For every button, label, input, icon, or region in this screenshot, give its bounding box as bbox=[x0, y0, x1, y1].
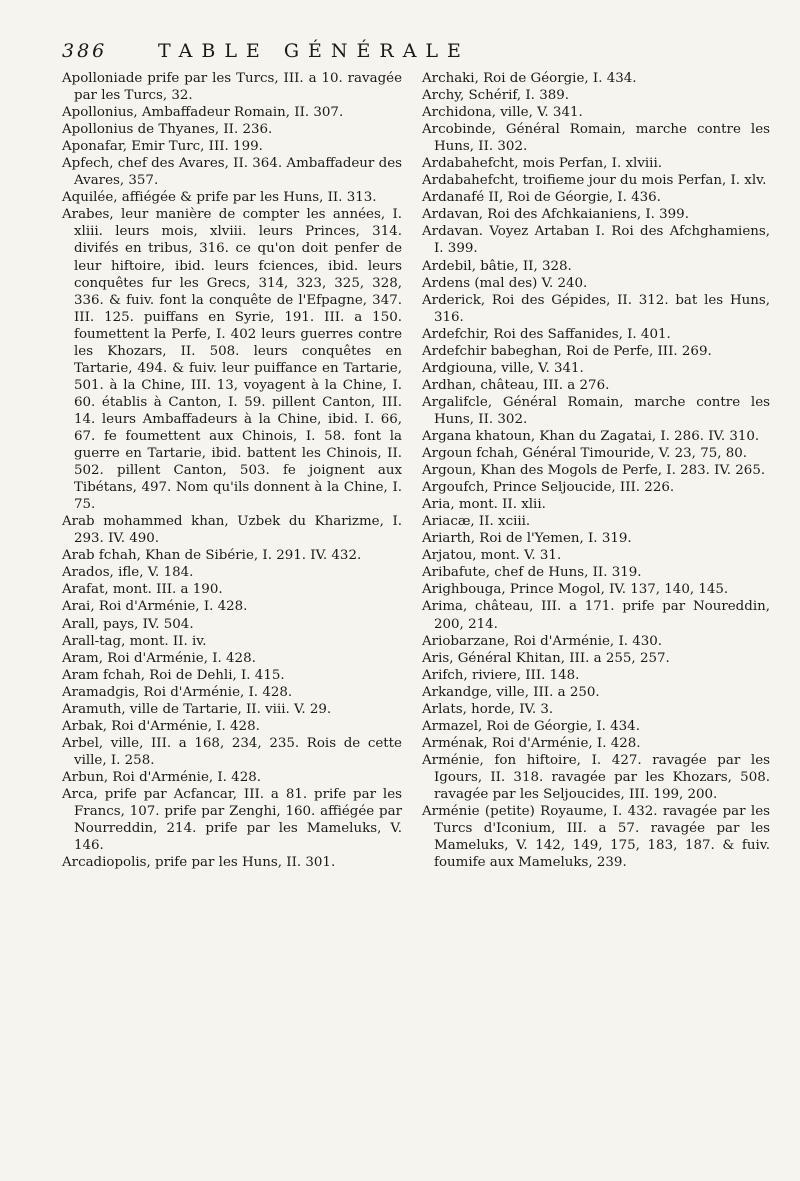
index-entry: Arménie, fon hiftoire, I. 427. ravagée par les Igours, II. 318. ravagée par les Khozars, 508. ravagée par les Seljoucides, III. 199, 200. bbox=[422, 752, 770, 802]
index-entry: Ardavan, Roi des Afchkaianiens, I. 399. bbox=[422, 207, 689, 223]
index-entry: Apollonius de Thyanes, II. 236. bbox=[62, 122, 273, 138]
index-entry: Aris, Général Khitan, III. a 255, 257. bbox=[422, 650, 670, 666]
index-entry: Arjatou, mont. V. 31. bbox=[422, 548, 562, 564]
index-entry: Arighbouga, Prince Mogol, IV. 137, 140, 145. bbox=[422, 582, 729, 598]
left-column bbox=[62, 70, 402, 871]
index-entry: Arab fchah, Khan de Sibérie, I. 291. IV. 432. bbox=[62, 548, 362, 564]
index-entry: Ariarth, Roi de l'Yemen, I. 319. bbox=[422, 531, 632, 547]
index-entry: Argalifcle, Général Romain, marche contre les Huns, II. 302. bbox=[422, 394, 770, 427]
index-entry: Arca, prife par Acfancar, III. a 81. prife par les Francs, 107. prife par Zenghi, 160. affiégée par Nourreddin, 214. prife par les Mameluks, V. 146. bbox=[62, 786, 402, 854]
index-entry: Aponafar, Emir Turc, III. 199. bbox=[62, 139, 263, 155]
index-entry: Ardebil, bâtie, II, 328. bbox=[422, 258, 572, 274]
index-entry: Archidona, ville, V. 341. bbox=[422, 105, 583, 121]
index-entry: Ardabahefcht, troifieme jour du mois Perfan, I. xlv. bbox=[422, 173, 767, 189]
index-entry: Arab mohammed khan, Uzbek du Kharizme, I. 293. IV. 490. bbox=[62, 514, 402, 547]
index-entry: Ardgiouna, ville, V. 341. bbox=[422, 360, 584, 376]
index-entry: Arderick, Roi des Gépides, II. 312. bat les Huns, 316. bbox=[422, 292, 770, 325]
index-entry: Arkandge, ville, III. a 250. bbox=[422, 684, 600, 700]
index-entry: Aquilée, affiégée & prife par les Huns, II. 313. bbox=[62, 190, 377, 206]
index-entry: Aramuth, ville de Tartarie, II. viii. V. 29. bbox=[62, 701, 332, 717]
index-entry: Argoun, Khan des Mogols de Perfe, I. 283. IV. 265. bbox=[422, 463, 766, 479]
index-entry: Ariacæ, II. xciii. bbox=[422, 514, 531, 530]
index-entry: Argoufch, Prince Seljoucide, III. 226. bbox=[422, 480, 675, 496]
index-entry: Argoun fchah, Général Timouride, V. 23, 75, 80. bbox=[422, 446, 748, 462]
index-entry: Arcadiopolis, prife par les Huns, II. 301. bbox=[62, 855, 336, 871]
index-entry: Arados, ifle, V. 184. bbox=[62, 565, 194, 581]
index-entry: Aria, mont. II. xlii. bbox=[422, 497, 546, 513]
index-entry: Arima, château, III. a 171. prife par Noureddin, 200, 214. bbox=[422, 599, 770, 632]
index-entry: Arbel, ville, III. a 168, 234, 235. Rois de cette ville, I. 258. bbox=[62, 735, 402, 768]
index-entry: Arai, Roi d'Arménie, I. 428. bbox=[62, 599, 248, 615]
index-entry: Arbun, Roi d'Arménie, I. 428. bbox=[62, 769, 261, 785]
index-entry: Aram, Roi d'Arménie, I. 428. bbox=[62, 650, 256, 666]
index-entry: Archy, Schérif, I. 389. bbox=[422, 88, 570, 104]
index-entry: Aram fchah, Roi de Dehli, I. 415. bbox=[62, 667, 285, 683]
index-entry: Ardanafé II, Roi de Géorgie, I. 436. bbox=[422, 190, 661, 206]
index-entry: Arabes, leur manière de compter les années, I. xliii. leurs mois, xlviii. leurs Princes, 314. divifés en tribus, 316. ce qu'on doit penfer de leur hiftoire, ibid. leurs fciences, ibid. leurs conquêtes fur les Grecs, 314, 323, 325, 328, 336. & fuiv. font la conquête de l'Efpagne, 347. III. 125. puiffans en Syrie, 191. III. a 150. foumettent la Perfe, I. 402 leurs guerres contre les Khozars, II. 508. leurs conquêtes en Tartarie, 494. & fuiv. leur puiffance en Tartarie, 501. à la Chine, III. 13, voyagent à la Chine, I. 60. établis à Canton, I. 59. pillent Canton, III. 14. leurs Ambaffadeurs à la Chine, ibid. I. 66, 67. fe foumettent aux Chinois, I. 58. font la guerre en Tartarie, ibid. battent les Chinois, II. 502. pillent Canton, 503. fe joignent aux Tibétans, 497. Nom qu'ils donnent à la Chine, I. 75. bbox=[62, 207, 402, 513]
page-number: 386 bbox=[62, 40, 108, 62]
index-entry: Archaki, Roi de Géorgie, I. 434. bbox=[422, 71, 637, 86]
index-entry: Ardefchir babeghan, Roi de Perfe, III. 269. bbox=[422, 343, 712, 359]
index-entry: Arlats, horde, IV. 3. bbox=[422, 701, 554, 717]
index-entry: Armazel, Roi de Géorgie, I. 434. bbox=[422, 718, 640, 734]
index-entry: Ardens (mal des) V. 240. bbox=[422, 275, 588, 291]
index-entry: Aribafute, chef de Huns, II. 319. bbox=[422, 565, 642, 581]
right-column bbox=[422, 70, 770, 871]
index-entry: Ardefchir, Roi des Saffanides, I. 401. bbox=[422, 326, 671, 342]
index-entry: Arall-tag, mont. II. iv. bbox=[62, 633, 207, 649]
index-entry: Aramadgis, Roi d'Arménie, I. 428. bbox=[62, 684, 293, 700]
index-entry: Arifch, riviere, III. 148. bbox=[422, 667, 580, 683]
index-entry: Arall, pays, IV. 504. bbox=[62, 616, 194, 632]
index-entry: Apolloniade prife par les Turcs, III. a 10. ravagée par les Turcs, 32. bbox=[62, 71, 402, 104]
page-title: TABLE GÉNÉRALE bbox=[158, 40, 470, 62]
index-entry: Arbak, Roi d'Arménie, I. 428. bbox=[62, 718, 260, 734]
index-entry: Ariobarzane, Roi d'Arménie, I. 430. bbox=[422, 633, 663, 649]
index-entry: Arafat, mont. III. a 190. bbox=[62, 582, 223, 598]
index-entry: Apollonius, Ambaffadeur Romain, II. 307. bbox=[62, 105, 344, 121]
index-entry: Arménak, Roi d'Arménie, I. 428. bbox=[422, 735, 641, 751]
index-entry: Ardavan. Voyez Artaban I. Roi des Afchghamiens, I. 399. bbox=[422, 224, 770, 257]
index-entry: Argana khatoun, Khan du Zagatai, I. 286. IV. 310. bbox=[422, 428, 760, 444]
index-entry: Arménie (petite) Royaume, I. 432. ravagée par les Turcs d'Iconium, III. a 57. ravagée par les Mameluks, V. 142, 149, 175, 183, 187. & fuiv. foumife aux Mameluks, 239. bbox=[422, 804, 770, 871]
index-entry: Ardhan, château, III. a 276. bbox=[422, 377, 610, 393]
index-entry: Ardabahefcht, mois Perfan, I. xlviii. bbox=[422, 156, 662, 172]
index-entry: Arcobinde, Général Romain, marche contre les Huns, II. 302. bbox=[422, 122, 770, 155]
index-entry: Apfech, chef des Avares, II. 364. Ambaffadeur des Avares, 357. bbox=[62, 156, 402, 189]
